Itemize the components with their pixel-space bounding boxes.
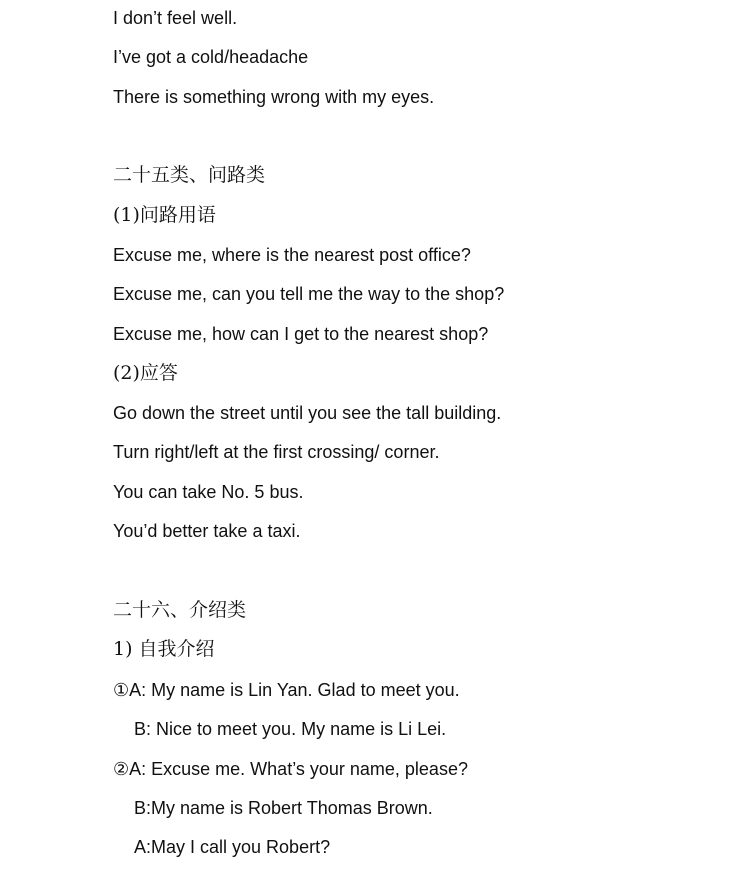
text-line: I’ve got a cold/headache: [113, 47, 309, 67]
dialogue-line: B: Nice to meet you. My name is Li Lei.: [134, 719, 447, 739]
text-line: I don’t feel well.: [113, 8, 238, 28]
section-heading: 二十六、介绍类: [113, 599, 247, 621]
text-line: There is something wrong with my eyes.: [113, 87, 435, 107]
text-line: Turn right/left at the first crossing/ corner.: [113, 442, 440, 462]
text-line: You can take No. 5 bus.: [113, 482, 304, 502]
dialogue-line: ①A: My name is Lin Yan. Glad to meet you.: [113, 680, 460, 700]
dialogue-line: A:May I call you Robert?: [134, 837, 331, 857]
text-line: Excuse me, can you tell me the way to the shop?: [113, 284, 505, 304]
subsection-heading: (2)应答: [113, 362, 178, 384]
text-line: Excuse me, how can I get to the nearest shop?: [113, 324, 489, 344]
dialogue-line: ②A: Excuse me. What’s your name, please?: [113, 759, 468, 779]
subsection-heading: 1) 自我介绍: [113, 638, 215, 660]
text-line: Excuse me, where is the nearest post office?: [113, 245, 471, 265]
text-line: Go down the street until you see the tall building.: [113, 403, 502, 423]
subsection-heading: (1)问路用语: [113, 204, 216, 226]
dialogue-line: B:My name is Robert Thomas Brown.: [134, 798, 433, 818]
section-heading: 二十五类、问路类: [113, 164, 266, 186]
text-line: You’d better take a taxi.: [113, 521, 301, 541]
